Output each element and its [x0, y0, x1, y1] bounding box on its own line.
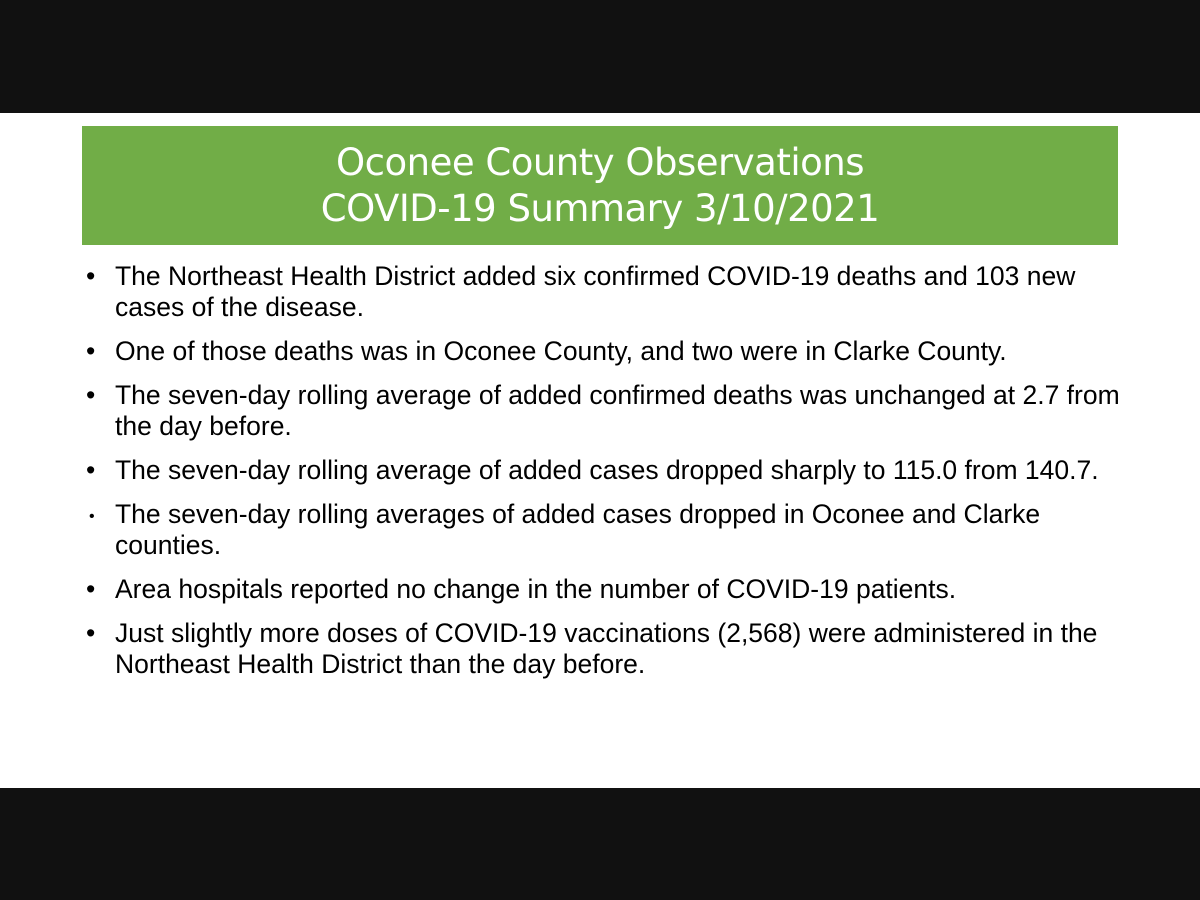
bullet-item: [86, 574, 1146, 605]
bullet-text: The Northeast Health District added six confirmed COVID-19 deaths and 103 new cases of the disease.: [115, 261, 1076, 322]
bullet-item: [86, 336, 1146, 367]
bullet-item: [86, 261, 1146, 323]
bullet-dot-icon: •: [86, 380, 96, 410]
bullet-text: The seven-day rolling averages of added cases dropped in Oconee and Clarke counties.: [115, 499, 1041, 560]
bullet-item: [86, 455, 1146, 486]
bullet-dot-icon: •: [86, 574, 96, 604]
bullet-dot-icon: •: [86, 618, 96, 648]
bullet-item: [86, 380, 1146, 442]
bullet-text: One of those deaths was in Oconee County, and two were in Clarke County.: [115, 336, 1007, 366]
slide: [0, 113, 1200, 788]
bullet-text: Just slightly more doses of COVID-19 vaccinations (2,568) were administered in the Northeast Health District than the day before.: [115, 618, 1098, 679]
bullet-item: [86, 499, 1146, 561]
slide-title-line-1: Oconee County Observations: [336, 140, 864, 184]
bullet-text: The seven-day rolling average of added confirmed deaths was unchanged at 2.7 from the day before.: [115, 380, 1120, 441]
bullet-dot-icon: •: [86, 455, 96, 485]
bullet-text: Area hospitals reported no change in the number of COVID-19 patients.: [115, 574, 957, 604]
bullet-text: The seven-day rolling average of added cases dropped sharply to 115.0 from 140.7.: [115, 455, 1099, 485]
bullet-item: [86, 618, 1146, 680]
bullet-dot-icon: •: [86, 261, 96, 291]
bottom-letterbox-bar: [0, 788, 1200, 900]
bullet-dot-icon: •: [89, 508, 95, 525]
top-letterbox-bar: [0, 0, 1200, 113]
bullet-dot-icon: •: [86, 336, 96, 366]
slide-title-line-2: COVID-19 Summary 3/10/2021: [320, 186, 880, 230]
slide-title-banner: [82, 126, 1118, 245]
bullet-list: [86, 261, 1146, 693]
